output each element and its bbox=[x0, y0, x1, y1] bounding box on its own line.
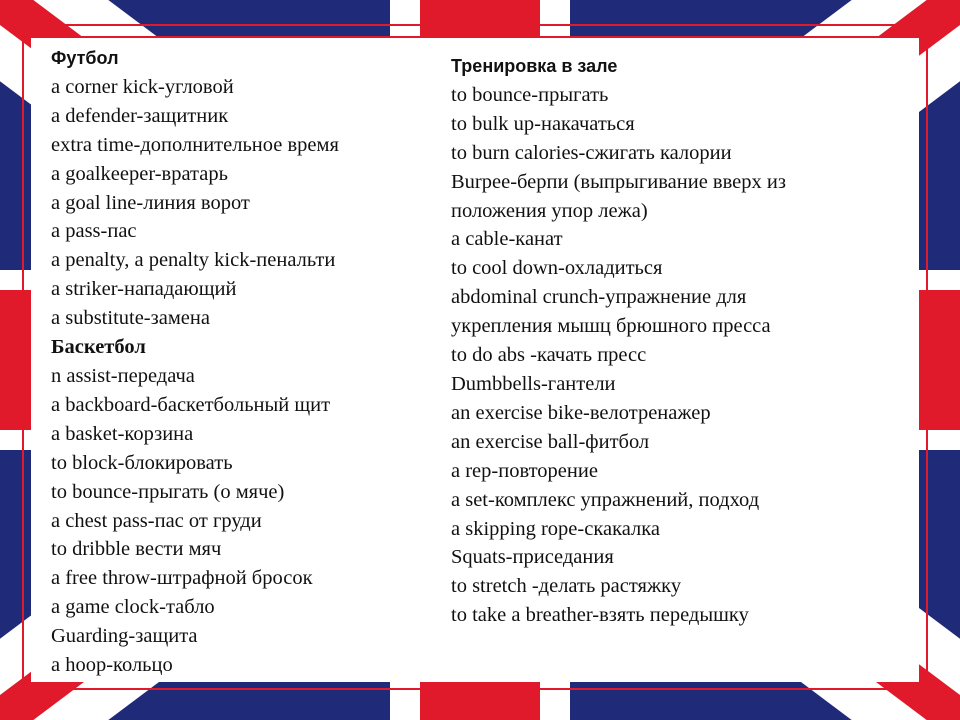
list-item: a chest pass-пас от груди bbox=[51, 509, 262, 532]
right-column bbox=[451, 52, 911, 630]
list-item: Guarding-защита bbox=[51, 625, 198, 648]
list-item: a substitute-замена bbox=[51, 307, 210, 330]
list-item: extra time-дополнительное время bbox=[51, 133, 339, 156]
vocabulary-card bbox=[31, 36, 919, 682]
basketball-heading: Баскетбол bbox=[51, 336, 146, 359]
list-item: to stretch -делать растяжку bbox=[451, 575, 682, 598]
list-item: to bounce-прыгать bbox=[451, 83, 609, 106]
left-column bbox=[51, 44, 451, 680]
gym-heading: Тренировка в зале bbox=[451, 56, 618, 76]
list-item: to bounce-прыгать (о мяче) bbox=[51, 480, 285, 503]
football-heading: Футбол bbox=[51, 48, 119, 68]
list-item: a pass-пас bbox=[51, 220, 137, 243]
list-item: to block-блокировать bbox=[51, 451, 233, 474]
list-item: a skipping rope-скакалка bbox=[451, 517, 660, 540]
list-item: a cable-канат bbox=[451, 228, 563, 251]
list-item: a free throw-штрафной бросок bbox=[51, 567, 313, 590]
list-item: Dumbbells-гантели bbox=[451, 372, 616, 395]
list-item: a goalkeeper-вратарь bbox=[51, 162, 228, 185]
list-item: a striker-нападающий bbox=[51, 278, 237, 301]
list-item: a game clock-табло bbox=[51, 596, 215, 619]
list-item: a hoop-кольцо bbox=[51, 654, 173, 677]
list-item: a goal line-линия ворот bbox=[51, 191, 250, 214]
list-item: a corner kick-угловой bbox=[51, 75, 234, 98]
list-item: to bulk up-накачаться bbox=[451, 112, 635, 135]
list-item: a set-комплекс упражнений, подход bbox=[451, 488, 760, 511]
list-item: a rep-повторение bbox=[451, 459, 598, 482]
list-item: Squats-приседания bbox=[451, 546, 614, 569]
list-item: a defender-защитник bbox=[51, 104, 229, 127]
list-item: a penalty, a penalty kick-пенальти bbox=[51, 249, 336, 272]
list-item: n assist-передача bbox=[51, 364, 195, 387]
list-item: abdominal crunch-упражнение для укрепления мышц брюшного пресса bbox=[451, 286, 771, 338]
list-item: an exercise ball-фитбол bbox=[451, 430, 650, 453]
list-item: to burn calories-сжигать калории bbox=[451, 141, 732, 164]
list-item: Burpee-берпи (выпрыгивание вверх из положения упор лежа) bbox=[451, 170, 786, 222]
list-item: to dribble вести мяч bbox=[51, 538, 222, 561]
list-item: to take a breather-взять передышку bbox=[451, 604, 749, 627]
list-item: to cool down-охладиться bbox=[451, 257, 663, 280]
list-item: an exercise bike-велотренажер bbox=[451, 401, 711, 424]
list-item: to do abs -качать пресс bbox=[451, 344, 647, 367]
list-item: a basket-корзина bbox=[51, 422, 194, 445]
list-item: a backboard-баскетбольный щит bbox=[51, 393, 331, 416]
